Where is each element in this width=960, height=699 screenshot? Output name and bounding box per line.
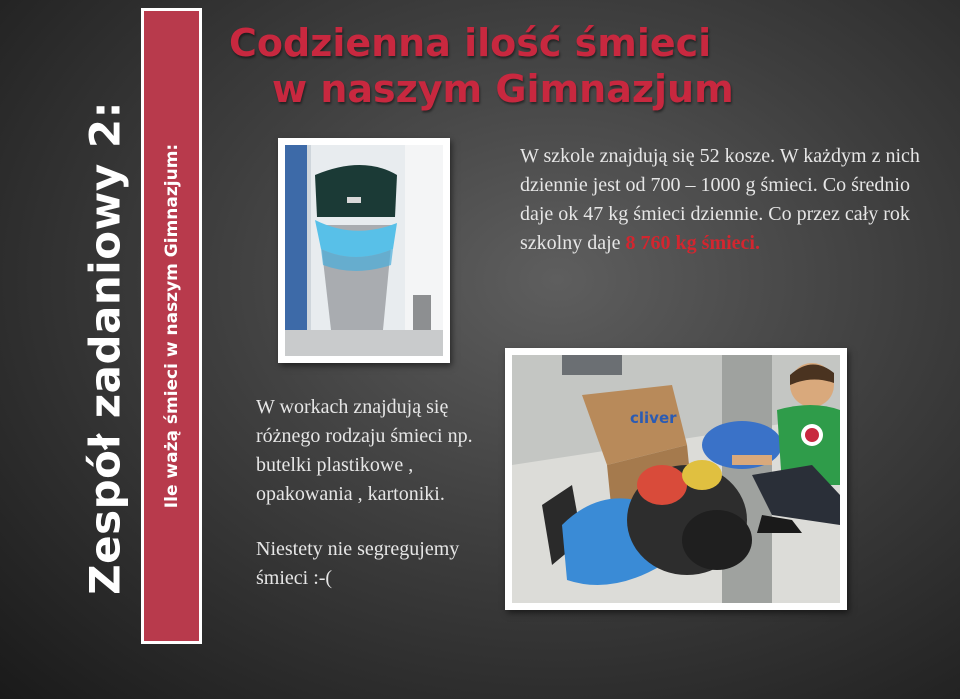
- side-title-text: Zespół zadaniowy 2:: [80, 101, 130, 595]
- sorry-paragraph: [256, 535, 506, 593]
- trash-sorting-photo: [505, 348, 847, 610]
- facts-text: W szkole znajdują się 52 kosze. W każdym z nich dziennie jest od 700 – 1000 g śmieci. Co średnio daje ok 47 kg śmieci dziennie. Co przez cały rok szkolny daje: [520, 145, 920, 254]
- trash-sorting-photo-image: [512, 355, 840, 603]
- facts-end: .: [754, 232, 760, 254]
- heading-line-2: w naszym Gimnazjum: [272, 67, 734, 111]
- bags-paragraph: [256, 393, 506, 509]
- facts-paragraph: [520, 142, 940, 258]
- trash-bin-photo: [278, 138, 450, 363]
- page-heading: [215, 20, 955, 112]
- heading-line-1: Codzienna ilość śmieci: [229, 21, 712, 65]
- yearly-total-highlight: 8 760 kg śmieci: [625, 232, 755, 254]
- subtitle-text: Ile ważą śmieci w naszym Gimnazjum:: [161, 143, 182, 509]
- sorry-text: Niestety nie segregujemy śmieci :-(: [256, 538, 460, 589]
- side-title: [0, 0, 140, 699]
- subtitle-bar: [141, 8, 202, 644]
- bags-text: W workach znajdują się różnego rodzaju śmieci np. butelki plastikowe , opakowania , kartoniki.: [256, 396, 473, 505]
- box-label: cliver: [630, 409, 677, 427]
- trash-bin-photo-image: [285, 145, 443, 356]
